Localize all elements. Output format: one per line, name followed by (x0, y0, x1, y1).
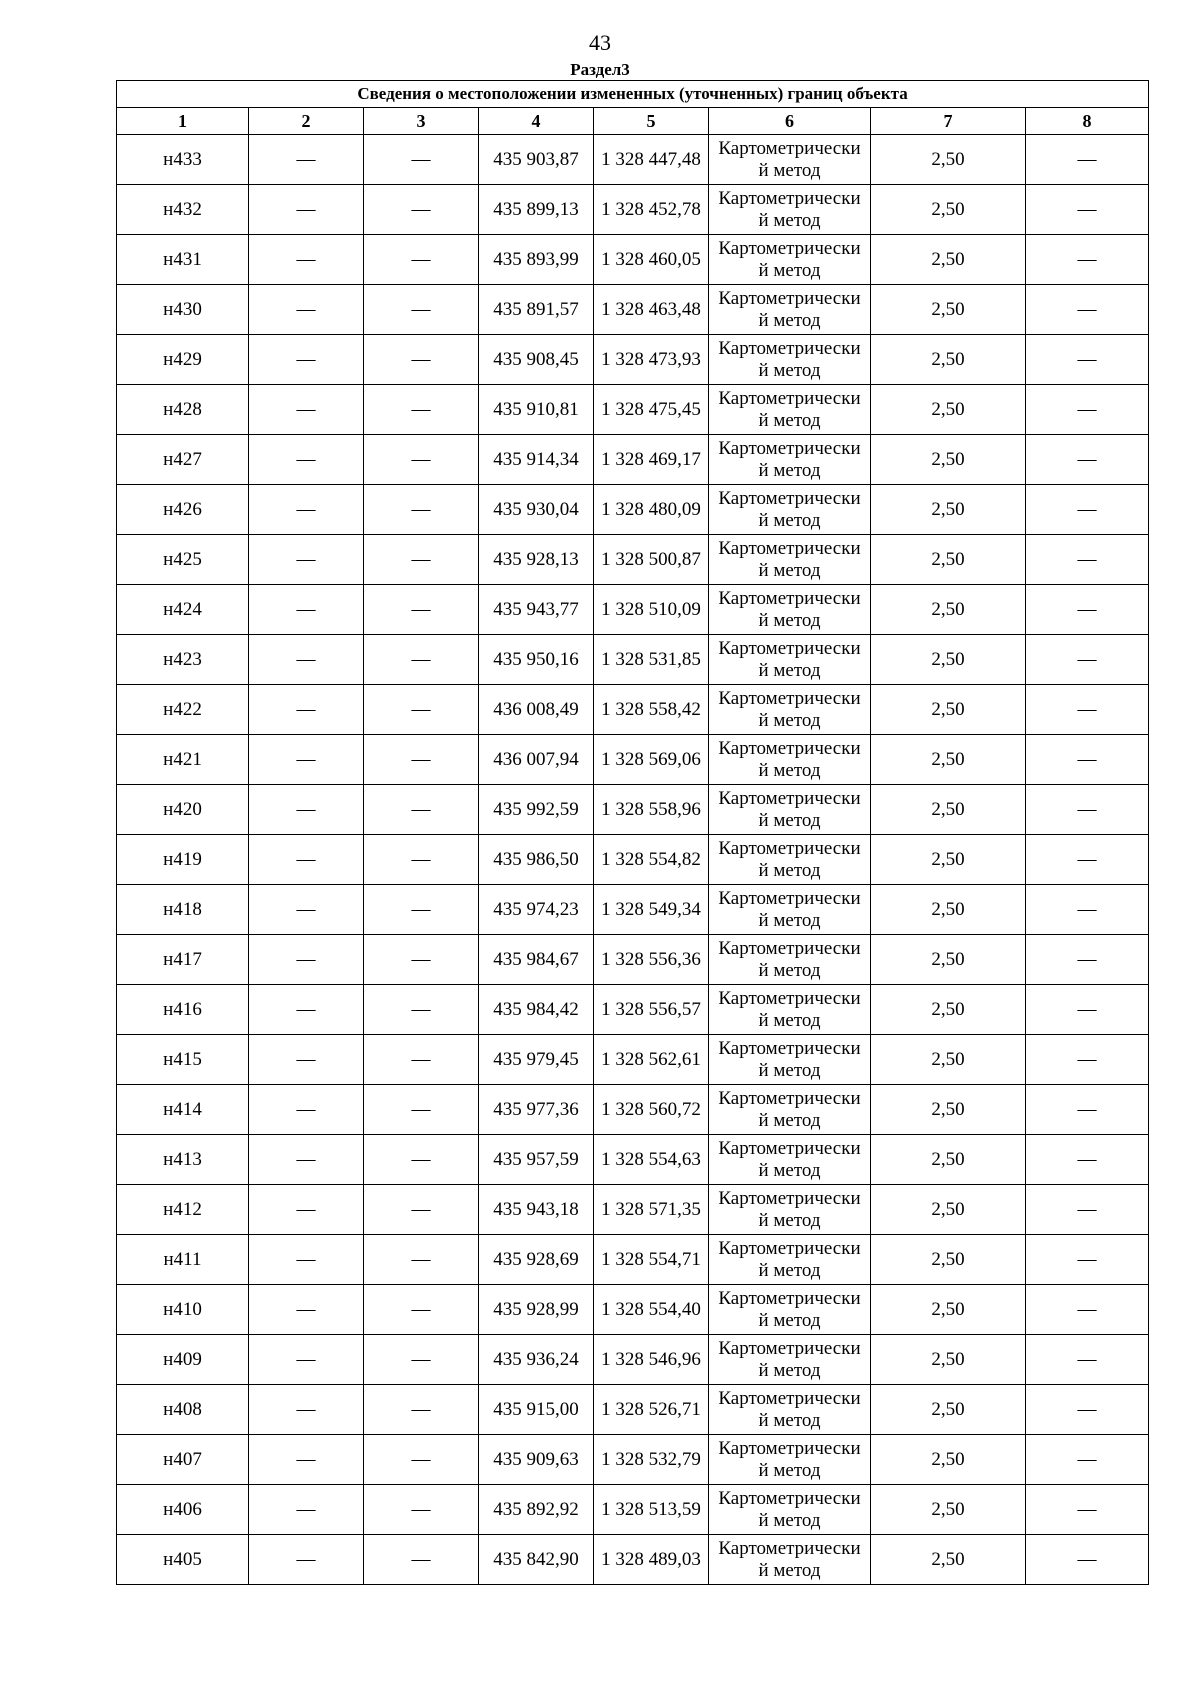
point-number-cell: н433 (117, 135, 249, 185)
column-number: 4 (479, 108, 594, 135)
method-cell: Картометрически й метод (709, 1035, 871, 1085)
column-3-cell: — (364, 1135, 479, 1185)
table-row (117, 835, 1149, 885)
coordinate-y-cell: 1 328 463,48 (594, 285, 709, 335)
coordinate-y-cell: 1 328 473,93 (594, 335, 709, 385)
method-cell: Картометрически й метод (709, 1235, 871, 1285)
column-8-cell: — (1026, 885, 1149, 935)
coordinate-x-cell: 435 928,13 (479, 535, 594, 585)
table-row (117, 585, 1149, 635)
column-2-cell: — (249, 235, 364, 285)
table-row (117, 1235, 1149, 1285)
table-row (117, 785, 1149, 835)
table-row (117, 1185, 1149, 1235)
method-cell: Картометрически й метод (709, 1535, 871, 1585)
coordinate-x-cell: 435 899,13 (479, 185, 594, 235)
column-2-cell: — (249, 1335, 364, 1385)
coordinate-x-cell: 435 892,92 (479, 1485, 594, 1535)
coordinate-y-cell: 1 328 546,96 (594, 1335, 709, 1385)
coordinate-x-cell: 435 950,16 (479, 635, 594, 685)
accuracy-cell: 2,50 (871, 1335, 1026, 1385)
point-number-cell: н424 (117, 585, 249, 635)
column-8-cell: — (1026, 1535, 1149, 1585)
column-2-cell: — (249, 685, 364, 735)
coordinate-y-cell: 1 328 460,05 (594, 235, 709, 285)
column-3-cell: — (364, 1385, 479, 1435)
column-3-cell: — (364, 1435, 479, 1485)
column-8-cell: — (1026, 285, 1149, 335)
method-cell: Картометрически й метод (709, 185, 871, 235)
method-cell: Картометрически й метод (709, 235, 871, 285)
table-row (117, 635, 1149, 685)
method-cell: Картометрически й метод (709, 1135, 871, 1185)
coordinate-y-cell: 1 328 556,57 (594, 985, 709, 1035)
column-number: 3 (364, 108, 479, 135)
column-3-cell: — (364, 1485, 479, 1535)
column-8-cell: — (1026, 585, 1149, 635)
accuracy-cell: 2,50 (871, 785, 1026, 835)
method-cell: Картометрически й метод (709, 535, 871, 585)
coordinate-y-cell: 1 328 549,34 (594, 885, 709, 935)
table-row (117, 235, 1149, 285)
accuracy-cell: 2,50 (871, 235, 1026, 285)
column-8-cell: — (1026, 1235, 1149, 1285)
coordinate-y-cell: 1 328 452,78 (594, 185, 709, 235)
accuracy-cell: 2,50 (871, 535, 1026, 585)
column-8-cell: — (1026, 1135, 1149, 1185)
column-3-cell: — (364, 785, 479, 835)
coordinate-x-cell: 435 930,04 (479, 485, 594, 535)
coordinate-y-cell: 1 328 480,09 (594, 485, 709, 535)
table-row (117, 135, 1149, 185)
column-8-cell: — (1026, 535, 1149, 585)
column-2-cell: — (249, 1185, 364, 1235)
accuracy-cell: 2,50 (871, 1085, 1026, 1135)
table-row (117, 1085, 1149, 1135)
coordinate-x-cell: 436 008,49 (479, 685, 594, 735)
table-row (117, 535, 1149, 585)
point-number-cell: н407 (117, 1435, 249, 1485)
point-number-cell: н423 (117, 635, 249, 685)
column-3-cell: — (364, 235, 479, 285)
method-cell: Картометрически й метод (709, 385, 871, 435)
method-cell: Картометрически й метод (709, 1085, 871, 1135)
point-number-cell: н417 (117, 935, 249, 985)
table-row (117, 385, 1149, 435)
coordinate-y-cell: 1 328 447,48 (594, 135, 709, 185)
point-number-cell: н422 (117, 685, 249, 735)
table-row (117, 985, 1149, 1035)
method-cell: Картометрически й метод (709, 135, 871, 185)
coordinate-x-cell: 435 979,45 (479, 1035, 594, 1085)
accuracy-cell: 2,50 (871, 185, 1026, 235)
point-number-cell: н413 (117, 1135, 249, 1185)
accuracy-cell: 2,50 (871, 1485, 1026, 1535)
column-3-cell: — (364, 1535, 479, 1585)
accuracy-cell: 2,50 (871, 885, 1026, 935)
column-2-cell: — (249, 885, 364, 935)
point-number-cell: н429 (117, 335, 249, 385)
point-number-cell: н421 (117, 735, 249, 785)
column-8-cell: — (1026, 1435, 1149, 1485)
coordinate-x-cell: 435 984,42 (479, 985, 594, 1035)
column-3-cell: — (364, 985, 479, 1035)
coordinate-y-cell: 1 328 500,87 (594, 535, 709, 585)
point-number-cell: н425 (117, 535, 249, 585)
column-number: 2 (249, 108, 364, 135)
coordinate-y-cell: 1 328 554,63 (594, 1135, 709, 1185)
coordinate-x-cell: 435 928,99 (479, 1285, 594, 1335)
coordinate-y-cell: 1 328 554,71 (594, 1235, 709, 1285)
column-8-cell: — (1026, 735, 1149, 785)
point-number-cell: н420 (117, 785, 249, 835)
column-number-row (117, 108, 1149, 135)
column-3-cell: — (364, 1235, 479, 1285)
accuracy-cell: 2,50 (871, 935, 1026, 985)
coordinate-x-cell: 435 974,23 (479, 885, 594, 935)
column-8-cell: — (1026, 385, 1149, 435)
column-2-cell: — (249, 1485, 364, 1535)
column-8-cell: — (1026, 1385, 1149, 1435)
column-8-cell: — (1026, 685, 1149, 735)
coordinate-x-cell: 435 842,90 (479, 1535, 594, 1585)
column-3-cell: — (364, 1035, 479, 1085)
column-8-cell: — (1026, 1035, 1149, 1085)
column-2-cell: — (249, 785, 364, 835)
coordinate-y-cell: 1 328 532,79 (594, 1435, 709, 1485)
column-2-cell: — (249, 435, 364, 485)
point-number-cell: н406 (117, 1485, 249, 1535)
coordinate-y-cell: 1 328 556,36 (594, 935, 709, 985)
accuracy-cell: 2,50 (871, 385, 1026, 435)
method-cell: Картометрически й метод (709, 1185, 871, 1235)
column-2-cell: — (249, 285, 364, 335)
column-3-cell: — (364, 385, 479, 435)
accuracy-cell: 2,50 (871, 335, 1026, 385)
point-number-cell: н414 (117, 1085, 249, 1135)
coordinate-y-cell: 1 328 571,35 (594, 1185, 709, 1235)
point-number-cell: н416 (117, 985, 249, 1035)
coordinate-x-cell: 435 984,67 (479, 935, 594, 985)
column-2-cell: — (249, 1135, 364, 1185)
column-8-cell: — (1026, 635, 1149, 685)
coordinate-x-cell: 435 915,00 (479, 1385, 594, 1435)
coordinate-x-cell: 435 908,45 (479, 335, 594, 385)
accuracy-cell: 2,50 (871, 1235, 1026, 1285)
method-cell: Картометрически й метод (709, 585, 871, 635)
boundary-coordinates-table (116, 80, 1149, 1585)
column-2-cell: — (249, 385, 364, 435)
column-3-cell: — (364, 635, 479, 685)
method-cell: Картометрически й метод (709, 735, 871, 785)
column-3-cell: — (364, 435, 479, 485)
table-caption: Сведения о местоположении измененных (уточненных) границ объекта (117, 81, 1149, 108)
accuracy-cell: 2,50 (871, 1035, 1026, 1085)
accuracy-cell: 2,50 (871, 1135, 1026, 1185)
accuracy-cell: 2,50 (871, 1385, 1026, 1435)
table-row (117, 335, 1149, 385)
column-3-cell: — (364, 285, 479, 335)
column-number: 7 (871, 108, 1026, 135)
column-8-cell: — (1026, 785, 1149, 835)
column-2-cell: — (249, 935, 364, 985)
coordinate-x-cell: 435 986,50 (479, 835, 594, 885)
coordinate-x-cell: 435 943,77 (479, 585, 594, 635)
table-row (117, 435, 1149, 485)
coordinate-y-cell: 1 328 554,82 (594, 835, 709, 885)
point-number-cell: н430 (117, 285, 249, 335)
point-number-cell: н431 (117, 235, 249, 285)
point-number-cell: н410 (117, 1285, 249, 1335)
coordinate-x-cell: 435 914,34 (479, 435, 594, 485)
coordinate-x-cell: 435 992,59 (479, 785, 594, 835)
table-row (117, 1435, 1149, 1485)
column-3-cell: — (364, 1285, 479, 1335)
method-cell: Картометрически й метод (709, 835, 871, 885)
accuracy-cell: 2,50 (871, 1285, 1026, 1335)
accuracy-cell: 2,50 (871, 1435, 1026, 1485)
method-cell: Картометрически й метод (709, 985, 871, 1035)
table-body (117, 135, 1149, 1585)
column-3-cell: — (364, 1335, 479, 1385)
table-row (117, 935, 1149, 985)
column-2-cell: — (249, 135, 364, 185)
accuracy-cell: 2,50 (871, 135, 1026, 185)
column-3-cell: — (364, 335, 479, 385)
table-row (117, 1285, 1149, 1335)
page-number: 43 (589, 30, 611, 55)
coordinate-y-cell: 1 328 475,45 (594, 385, 709, 435)
point-number-cell: н411 (117, 1235, 249, 1285)
column-number: 5 (594, 108, 709, 135)
accuracy-cell: 2,50 (871, 635, 1026, 685)
method-cell: Картометрически й метод (709, 1335, 871, 1385)
column-8-cell: — (1026, 1185, 1149, 1235)
column-3-cell: — (364, 485, 479, 535)
column-3-cell: — (364, 1185, 479, 1235)
column-2-cell: — (249, 735, 364, 785)
column-3-cell: — (364, 135, 479, 185)
section-title: Раздел3 (570, 60, 630, 79)
column-2-cell: — (249, 1285, 364, 1335)
column-8-cell: — (1026, 135, 1149, 185)
coordinate-y-cell: 1 328 562,61 (594, 1035, 709, 1085)
column-8-cell: — (1026, 485, 1149, 535)
coordinate-x-cell: 435 909,63 (479, 1435, 594, 1485)
method-cell: Картометрически й метод (709, 1485, 871, 1535)
method-cell: Картометрически й метод (709, 435, 871, 485)
column-8-cell: — (1026, 935, 1149, 985)
column-8-cell: — (1026, 1085, 1149, 1135)
point-number-cell: н428 (117, 385, 249, 435)
accuracy-cell: 2,50 (871, 685, 1026, 735)
accuracy-cell: 2,50 (871, 585, 1026, 635)
column-8-cell: — (1026, 835, 1149, 885)
accuracy-cell: 2,50 (871, 435, 1026, 485)
coordinate-y-cell: 1 328 569,06 (594, 735, 709, 785)
coordinate-x-cell: 435 891,57 (479, 285, 594, 335)
coordinate-y-cell: 1 328 558,42 (594, 685, 709, 735)
table-row (117, 885, 1149, 935)
coordinate-x-cell: 435 936,24 (479, 1335, 594, 1385)
point-number-cell: н409 (117, 1335, 249, 1385)
column-3-cell: — (364, 535, 479, 585)
column-3-cell: — (364, 185, 479, 235)
method-cell: Картометрически й метод (709, 485, 871, 535)
coordinate-x-cell: 435 903,87 (479, 135, 594, 185)
table-row (117, 1385, 1149, 1435)
method-cell: Картометрически й метод (709, 685, 871, 735)
table-row (117, 485, 1149, 535)
method-cell: Картометрически й метод (709, 635, 871, 685)
table-row (117, 685, 1149, 735)
column-8-cell: — (1026, 235, 1149, 285)
method-cell: Картометрически й метод (709, 335, 871, 385)
column-3-cell: — (364, 585, 479, 635)
column-8-cell: — (1026, 1485, 1149, 1535)
coordinate-y-cell: 1 328 554,40 (594, 1285, 709, 1335)
coordinate-x-cell: 436 007,94 (479, 735, 594, 785)
column-8-cell: — (1026, 185, 1149, 235)
column-2-cell: — (249, 535, 364, 585)
column-2-cell: — (249, 1435, 364, 1485)
column-2-cell: — (249, 1235, 364, 1285)
column-3-cell: — (364, 885, 479, 935)
coordinate-y-cell: 1 328 489,03 (594, 1535, 709, 1585)
table-row (117, 1535, 1149, 1585)
column-3-cell: — (364, 685, 479, 735)
column-2-cell: — (249, 485, 364, 535)
method-cell: Картометрически й метод (709, 1285, 871, 1335)
method-cell: Картометрически й метод (709, 1385, 871, 1435)
column-number: 8 (1026, 108, 1149, 135)
column-number: 6 (709, 108, 871, 135)
method-cell: Картометрически й метод (709, 935, 871, 985)
accuracy-cell: 2,50 (871, 1535, 1026, 1585)
accuracy-cell: 2,50 (871, 285, 1026, 335)
column-3-cell: — (364, 735, 479, 785)
coordinate-x-cell: 435 893,99 (479, 235, 594, 285)
coordinate-y-cell: 1 328 513,59 (594, 1485, 709, 1535)
coordinate-x-cell: 435 977,36 (479, 1085, 594, 1135)
column-2-cell: — (249, 635, 364, 685)
column-2-cell: — (249, 335, 364, 385)
accuracy-cell: 2,50 (871, 1185, 1026, 1235)
column-3-cell: — (364, 1085, 479, 1135)
table-row (117, 1485, 1149, 1535)
coordinate-y-cell: 1 328 560,72 (594, 1085, 709, 1135)
method-cell: Картометрически й метод (709, 1435, 871, 1485)
point-number-cell: н419 (117, 835, 249, 885)
column-2-cell: — (249, 585, 364, 635)
table-row (117, 1135, 1149, 1185)
coordinate-y-cell: 1 328 558,96 (594, 785, 709, 835)
column-3-cell: — (364, 835, 479, 885)
coordinate-x-cell: 435 957,59 (479, 1135, 594, 1185)
coordinate-y-cell: 1 328 469,17 (594, 435, 709, 485)
column-2-cell: — (249, 1535, 364, 1585)
point-number-cell: н405 (117, 1535, 249, 1585)
column-8-cell: — (1026, 985, 1149, 1035)
method-cell: Картометрически й метод (709, 785, 871, 835)
table-row (117, 185, 1149, 235)
column-2-cell: — (249, 985, 364, 1035)
column-2-cell: — (249, 185, 364, 235)
coordinate-y-cell: 1 328 531,85 (594, 635, 709, 685)
table-row (117, 1335, 1149, 1385)
coordinate-y-cell: 1 328 510,09 (594, 585, 709, 635)
column-8-cell: — (1026, 435, 1149, 485)
method-cell: Картометрически й метод (709, 285, 871, 335)
accuracy-cell: 2,50 (871, 735, 1026, 785)
coordinate-x-cell: 435 910,81 (479, 385, 594, 435)
column-2-cell: — (249, 1035, 364, 1085)
column-2-cell: — (249, 1085, 364, 1135)
coordinate-y-cell: 1 328 526,71 (594, 1385, 709, 1435)
point-number-cell: н415 (117, 1035, 249, 1085)
point-number-cell: н418 (117, 885, 249, 935)
accuracy-cell: 2,50 (871, 835, 1026, 885)
table-row (117, 735, 1149, 785)
table-row (117, 1035, 1149, 1085)
column-number: 1 (117, 108, 249, 135)
column-8-cell: — (1026, 1335, 1149, 1385)
point-number-cell: н408 (117, 1385, 249, 1435)
point-number-cell: н426 (117, 485, 249, 535)
coordinate-x-cell: 435 928,69 (479, 1235, 594, 1285)
column-8-cell: — (1026, 335, 1149, 385)
point-number-cell: н427 (117, 435, 249, 485)
point-number-cell: н432 (117, 185, 249, 235)
accuracy-cell: 2,50 (871, 985, 1026, 1035)
method-cell: Картометрически й метод (709, 885, 871, 935)
column-3-cell: — (364, 935, 479, 985)
column-2-cell: — (249, 1385, 364, 1435)
column-2-cell: — (249, 835, 364, 885)
table-row (117, 285, 1149, 335)
point-number-cell: н412 (117, 1185, 249, 1235)
accuracy-cell: 2,50 (871, 485, 1026, 535)
coordinate-x-cell: 435 943,18 (479, 1185, 594, 1235)
column-8-cell: — (1026, 1285, 1149, 1335)
